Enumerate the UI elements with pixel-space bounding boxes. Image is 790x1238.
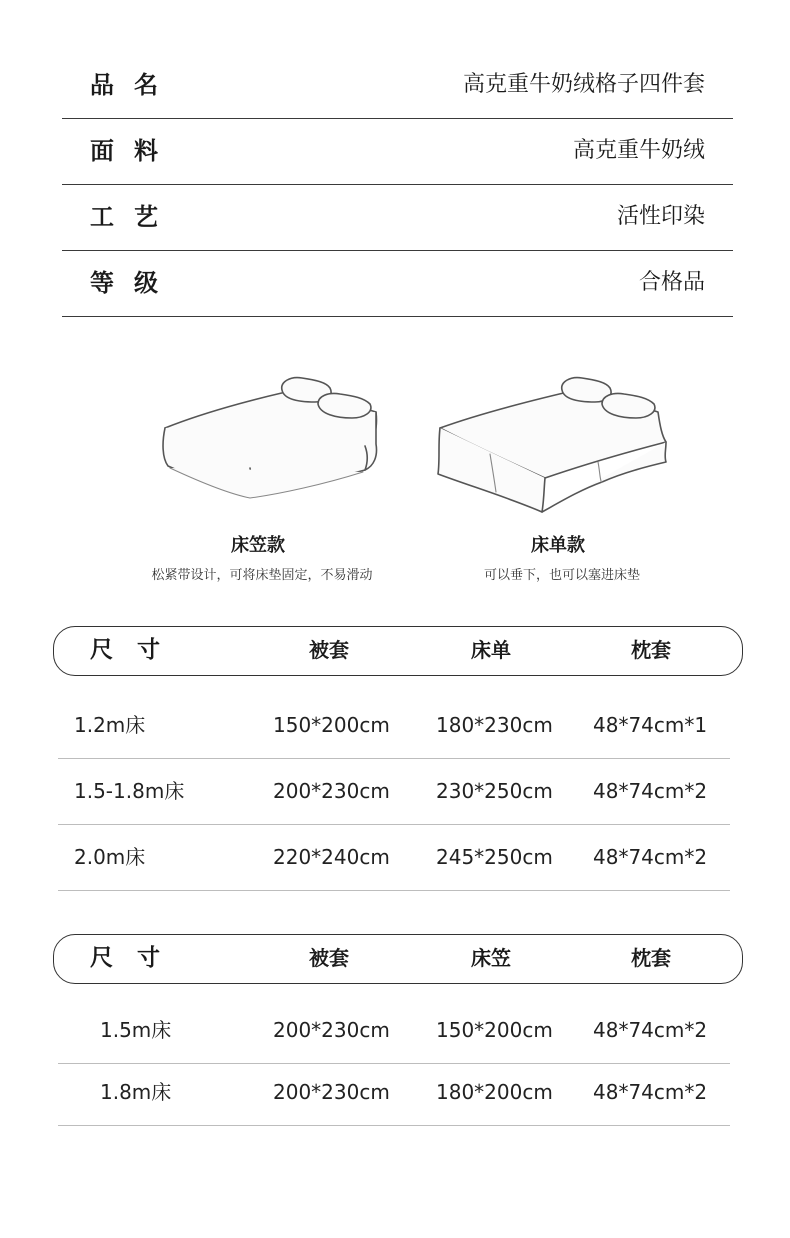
cell-pillowcase: 48*74cm*1: [593, 713, 708, 737]
cell-duvet: 200*230cm: [273, 1018, 390, 1042]
spec-label: 面料: [90, 137, 178, 165]
cell-size: 2.0m床: [74, 845, 146, 869]
fitted-sheet-desc: 松紧带设计，可将床垫固定，不易滑动: [151, 568, 373, 583]
cell-pillowcase: 48*74cm*2: [593, 1018, 708, 1042]
spec-value: 合格品: [638, 270, 705, 295]
header-duvet: 被套: [309, 638, 349, 662]
cell-fitted-sheet: 150*200cm: [436, 1018, 553, 1042]
table-row: [58, 824, 730, 891]
table-row: [58, 1059, 730, 1126]
spec-label: 品名: [90, 71, 178, 99]
cell-duvet: 220*240cm: [273, 845, 390, 869]
spec-row-fabric: [62, 118, 733, 185]
cell-fitted-sheet: 180*200cm: [436, 1080, 553, 1104]
cell-sheet: 245*250cm: [436, 845, 553, 869]
flat-sheet-illustration: [430, 370, 670, 520]
spec-row-grade: [62, 250, 733, 317]
header-size: 尺寸: [90, 945, 184, 971]
spec-value: 高克重牛奶绒: [572, 138, 705, 163]
flat-sheet-desc: 可以垂下，也可以塞进床垫: [483, 568, 640, 583]
spec-label: 工艺: [90, 203, 178, 231]
cell-size: 1.5-1.8m床: [74, 779, 185, 803]
cell-size: 1.5m床: [100, 1018, 172, 1042]
fitted-sheet-illustration: [150, 370, 390, 510]
cell-sheet: 230*250cm: [436, 779, 553, 803]
cell-size: 1.8m床: [100, 1080, 172, 1104]
spec-value: 活性印染: [616, 204, 705, 229]
cell-pillowcase: 48*74cm*2: [593, 1080, 708, 1104]
header-fitted-sheet: 床笠: [471, 946, 511, 970]
cell-sheet: 180*230cm: [436, 713, 553, 737]
spec-value: 高克重牛奶绒格子四件套: [462, 72, 705, 97]
table-row: [58, 997, 730, 1064]
cell-pillowcase: 48*74cm*2: [593, 845, 708, 869]
header-sheet: 床单: [471, 638, 511, 662]
cell-pillowcase: 48*74cm*2: [593, 779, 708, 803]
fitted-sheet-title: 床笠款: [231, 535, 285, 556]
header-pillowcase: 枕套: [631, 946, 671, 970]
header-duvet: 被套: [309, 946, 349, 970]
cell-duvet: 200*230cm: [273, 1080, 390, 1104]
header-pillowcase: 枕套: [631, 638, 671, 662]
cell-duvet: 150*200cm: [273, 713, 390, 737]
size-table-2-header: [53, 934, 743, 984]
header-size: 尺寸: [90, 637, 184, 663]
table-row: [58, 692, 730, 759]
table-row: [58, 758, 730, 825]
spec-row-name: [62, 52, 733, 119]
flat-sheet-title: 床单款: [531, 535, 585, 556]
spec-row-craft: [62, 184, 733, 251]
cell-duvet: 200*230cm: [273, 779, 390, 803]
size-table-1-header: [53, 626, 743, 676]
cell-size: 1.2m床: [74, 713, 146, 737]
spec-label: 等级: [90, 269, 178, 297]
